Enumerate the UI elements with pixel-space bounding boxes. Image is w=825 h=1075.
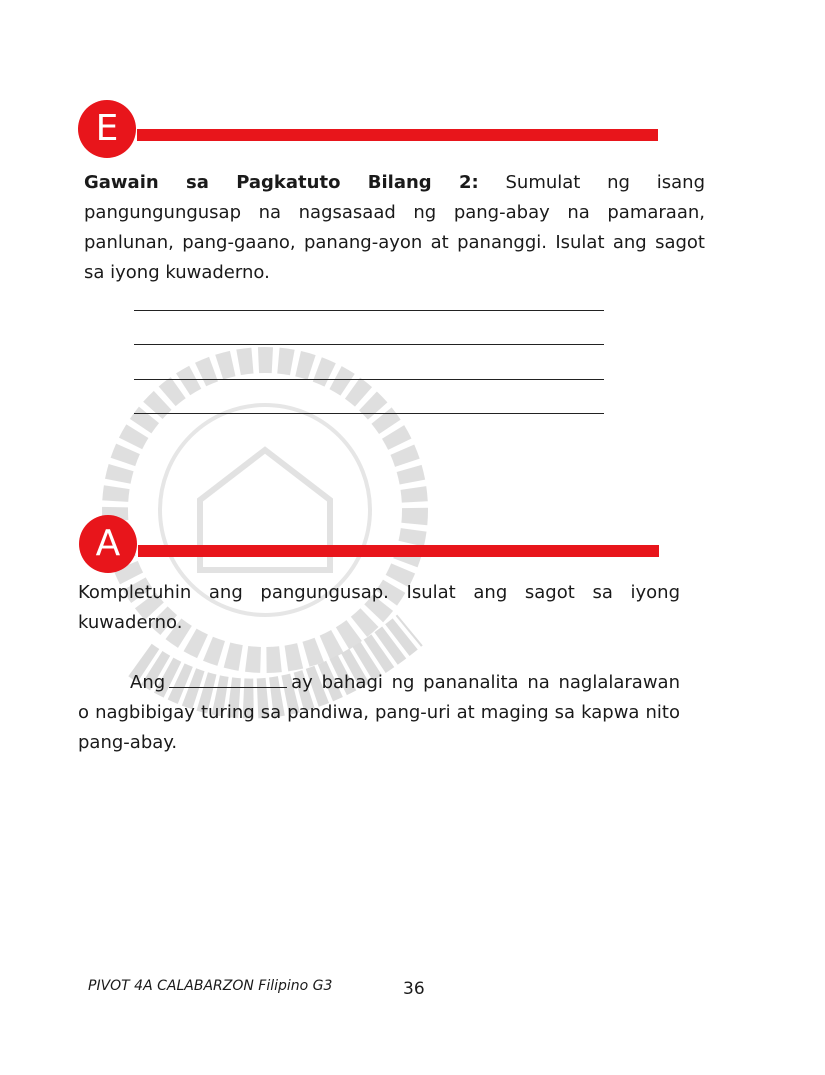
footer-source: PIVOT 4A CALABARZON Filipino G3: [88, 978, 333, 994]
section-a-divider: [138, 545, 659, 557]
section-e-instruction: [84, 168, 705, 288]
section-a-badge: A: [79, 515, 137, 573]
fill-in-blank[interactable]: [169, 669, 287, 688]
section-e-badge: E: [78, 100, 136, 158]
activity-instruction-text: Sumulat ng isang pangungungusap na nagsasaad ng pang-abay na pamaraan, panlunan, pang-gaano, panang-ayon at pananggi. Isulat ang sagot sa iyong kuwaderno.: [84, 172, 706, 283]
answer-line-2[interactable]: [134, 344, 604, 345]
answer-line-1[interactable]: [134, 310, 604, 311]
section-a-instruction: Kompletuhin ang pangungusap. Isulat ang sagot sa iyong kuwaderno.: [78, 582, 680, 633]
section-e-divider: [137, 129, 658, 141]
answer-line-4[interactable]: [134, 413, 604, 414]
activity-label: Gawain sa Pagkatuto Bilang 2:: [84, 172, 479, 193]
section-a-sentence: [78, 668, 680, 758]
sentence-end: ay bahagi ng pananalita na naglalarawan o nagbibigay turing sa pandiwa, pang-uri at maging sa kapwa nito pang-abay.: [78, 672, 680, 753]
answer-line-3[interactable]: [134, 379, 604, 380]
sentence-start: Ang: [130, 672, 166, 693]
page-number: 36: [403, 979, 425, 999]
